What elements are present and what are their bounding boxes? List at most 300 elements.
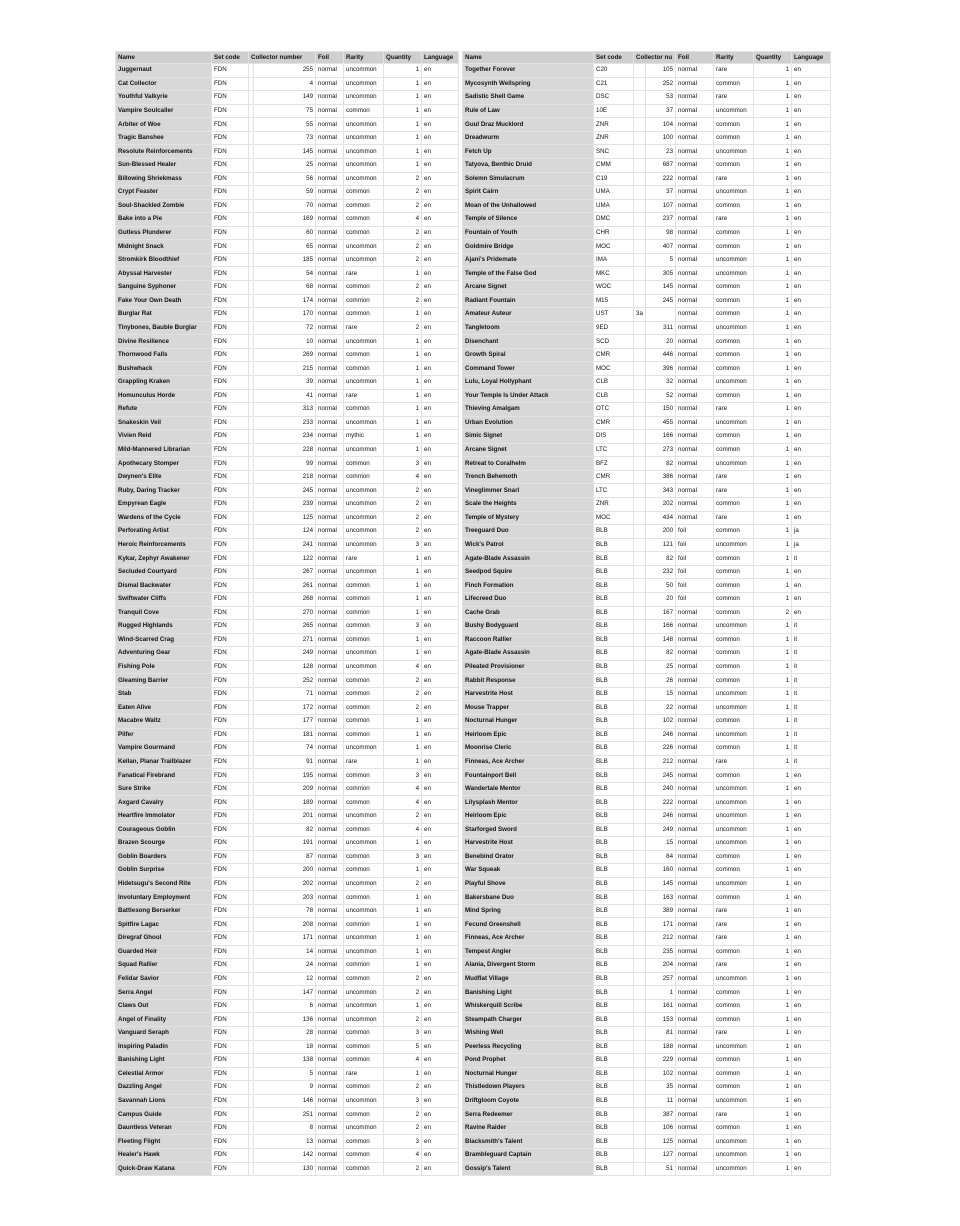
card-name-cell[interactable]: Vampire Gourmand (116, 742, 212, 756)
collector-number-cell[interactable]: 200 (646, 525, 676, 539)
quantity-cell[interactable]: 1 (384, 403, 422, 417)
language-cell[interactable]: en (422, 1013, 459, 1027)
collector-suffix-cell[interactable] (634, 1067, 646, 1081)
language-cell[interactable]: en (792, 443, 831, 457)
language-cell[interactable]: en (792, 267, 831, 281)
set-code-cell[interactable]: WOC (594, 281, 634, 295)
quantity-cell[interactable]: 1 (754, 1081, 792, 1095)
language-cell[interactable]: it (792, 552, 831, 566)
quantity-cell[interactable]: 1 (384, 647, 422, 661)
quantity-cell[interactable]: 1 (384, 999, 422, 1013)
collector-suffix-cell[interactable] (634, 660, 646, 674)
rarity-cell[interactable]: common (344, 1162, 384, 1176)
language-cell[interactable]: en (422, 620, 459, 634)
quantity-cell[interactable]: 1 (384, 348, 422, 362)
rarity-cell[interactable]: common (714, 335, 754, 349)
foil-cell[interactable]: normal (676, 999, 714, 1013)
card-name-cell[interactable]: Vampire Soulcaller (116, 104, 212, 118)
rarity-cell[interactable]: uncommon (714, 186, 754, 200)
foil-cell[interactable]: foil (676, 579, 714, 593)
foil-cell[interactable]: normal (316, 877, 344, 891)
card-name-cell[interactable]: Healer's Hawk (116, 1149, 212, 1163)
set-code-cell[interactable]: FDN (212, 1108, 249, 1122)
foil-cell[interactable]: normal (676, 470, 714, 484)
foil-cell[interactable]: normal (676, 158, 714, 172)
card-name-cell[interactable]: Lifecreed Duo (463, 592, 594, 606)
foil-cell[interactable]: normal (676, 362, 714, 376)
language-cell[interactable]: en (422, 891, 459, 905)
set-code-cell[interactable]: FDN (212, 348, 249, 362)
quantity-cell[interactable]: 2 (384, 986, 422, 1000)
quantity-cell[interactable]: 1 (754, 565, 792, 579)
collector-number-cell[interactable]: 212 (646, 755, 676, 769)
card-name-cell[interactable]: Driftgloom Coyote (463, 1094, 594, 1108)
collector-number-cell[interactable]: 191 (254, 837, 316, 851)
foil-cell[interactable]: normal (316, 77, 344, 91)
set-code-cell[interactable]: FDN (212, 484, 249, 498)
collector-number-cell[interactable]: 311 (646, 321, 676, 335)
language-cell[interactable]: en (422, 1026, 459, 1040)
language-cell[interactable]: en (422, 1054, 459, 1068)
rarity-cell[interactable]: common (714, 348, 754, 362)
collector-suffix-cell[interactable] (634, 742, 646, 756)
language-cell[interactable]: en (792, 294, 831, 308)
language-cell[interactable]: en (422, 375, 459, 389)
collector-number-cell[interactable]: 455 (646, 416, 676, 430)
language-cell[interactable]: en (792, 511, 831, 525)
rarity-cell[interactable]: rare (714, 484, 754, 498)
rarity-cell[interactable]: uncommon (344, 565, 384, 579)
foil-cell[interactable]: normal (676, 959, 714, 973)
language-cell[interactable]: en (792, 308, 831, 322)
collector-number-cell[interactable]: 313 (254, 403, 316, 417)
foil-cell[interactable]: foil (676, 538, 714, 552)
foil-cell[interactable]: normal (676, 118, 714, 132)
foil-cell[interactable]: normal (676, 1135, 714, 1149)
card-name-cell[interactable]: Apothecary Stomper (116, 457, 212, 471)
quantity-cell[interactable]: 1 (754, 674, 792, 688)
set-code-cell[interactable]: FDN (212, 1013, 249, 1027)
card-name-cell[interactable]: Battlesong Berserker (116, 904, 212, 918)
rarity-cell[interactable]: common (714, 660, 754, 674)
col-header-name-2[interactable]: Name (463, 52, 594, 64)
foil-cell[interactable]: normal (676, 348, 714, 362)
card-name-cell[interactable]: Sure Strike (116, 782, 212, 796)
rarity-cell[interactable]: common (714, 118, 754, 132)
collector-number-cell[interactable]: 201 (254, 809, 316, 823)
rarity-cell[interactable]: common (344, 1149, 384, 1163)
language-cell[interactable]: en (422, 755, 459, 769)
collector-number-cell[interactable]: 172 (254, 701, 316, 715)
foil-cell[interactable]: normal (676, 796, 714, 810)
rarity-cell[interactable]: uncommon (344, 809, 384, 823)
foil-cell[interactable]: normal (316, 769, 344, 783)
set-code-cell[interactable]: FDN (212, 552, 249, 566)
language-cell[interactable]: en (422, 579, 459, 593)
rarity-cell[interactable]: common (714, 77, 754, 91)
rarity-cell[interactable]: rare (344, 1067, 384, 1081)
collector-number-cell[interactable]: 24 (254, 959, 316, 973)
set-code-cell[interactable]: FDN (212, 335, 249, 349)
card-name-cell[interactable]: Mouse Trapper (463, 701, 594, 715)
card-name-cell[interactable]: Lilysplash Mentor (463, 796, 594, 810)
rarity-cell[interactable]: uncommon (344, 877, 384, 891)
card-name-cell[interactable]: Rugged Highlands (116, 620, 212, 634)
card-name-cell[interactable]: Youthful Valkyrie (116, 91, 212, 105)
quantity-cell[interactable]: 1 (384, 443, 422, 457)
foil-cell[interactable]: normal (316, 538, 344, 552)
collector-number-cell[interactable]: 212 (646, 932, 676, 946)
foil-cell[interactable]: normal (316, 633, 344, 647)
language-cell[interactable]: en (422, 226, 459, 240)
foil-cell[interactable]: normal (316, 226, 344, 240)
card-name-cell[interactable]: Seedpod Squire (463, 565, 594, 579)
rarity-cell[interactable]: rare (344, 552, 384, 566)
collector-suffix-cell[interactable] (634, 457, 646, 471)
foil-cell[interactable]: normal (316, 809, 344, 823)
set-code-cell[interactable]: CHR (594, 226, 634, 240)
language-cell[interactable]: en (422, 932, 459, 946)
card-name-cell[interactable]: War Squeak (463, 864, 594, 878)
collector-number-cell[interactable]: 267 (254, 565, 316, 579)
rarity-cell[interactable]: rare (714, 904, 754, 918)
quantity-cell[interactable]: 1 (384, 715, 422, 729)
collector-number-cell[interactable]: 161 (646, 999, 676, 1013)
card-name-cell[interactable]: Gleaming Barrier (116, 674, 212, 688)
collector-suffix-cell[interactable] (634, 1135, 646, 1149)
quantity-cell[interactable]: 2 (754, 606, 792, 620)
card-name-cell[interactable]: Bushwhack (116, 362, 212, 376)
quantity-cell[interactable]: 1 (754, 484, 792, 498)
collector-number-cell[interactable]: 121 (646, 538, 676, 552)
language-cell[interactable]: en (792, 1067, 831, 1081)
card-name-cell[interactable]: Harvestrite Host (463, 687, 594, 701)
language-cell[interactable]: en (792, 1026, 831, 1040)
foil-cell[interactable]: normal (676, 389, 714, 403)
collector-suffix-cell[interactable] (634, 918, 646, 932)
collector-number-cell[interactable]: 387 (646, 1108, 676, 1122)
rarity-cell[interactable]: uncommon (344, 240, 384, 254)
language-cell[interactable]: en (422, 904, 459, 918)
foil-cell[interactable]: normal (676, 945, 714, 959)
rarity-cell[interactable]: uncommon (714, 375, 754, 389)
quantity-cell[interactable]: 1 (384, 362, 422, 376)
card-name-cell[interactable]: Axgard Cavalry (116, 796, 212, 810)
foil-cell[interactable]: normal (316, 131, 344, 145)
foil-cell[interactable]: foil (676, 565, 714, 579)
rarity-cell[interactable]: common (344, 972, 384, 986)
language-cell[interactable]: en (422, 1108, 459, 1122)
collector-suffix-cell[interactable] (634, 1108, 646, 1122)
set-code-cell[interactable]: FDN (212, 416, 249, 430)
quantity-cell[interactable]: 1 (384, 416, 422, 430)
collector-suffix-cell[interactable] (634, 267, 646, 281)
quantity-cell[interactable]: 1 (754, 579, 792, 593)
collector-number-cell[interactable]: 222 (646, 172, 676, 186)
foil-cell[interactable]: normal (316, 375, 344, 389)
set-code-cell[interactable]: BLB (594, 877, 634, 891)
language-cell[interactable]: en (422, 1121, 459, 1135)
quantity-cell[interactable]: 2 (384, 172, 422, 186)
language-cell[interactable]: en (422, 1040, 459, 1054)
collector-number-cell[interactable]: 125 (646, 1135, 676, 1149)
card-name-cell[interactable]: Stab (116, 687, 212, 701)
rarity-cell[interactable]: common (344, 104, 384, 118)
collector-number-cell[interactable]: 251 (254, 1108, 316, 1122)
language-cell[interactable]: en (792, 972, 831, 986)
card-name-cell[interactable]: Disenchant (463, 335, 594, 349)
set-code-cell[interactable]: BLB (594, 552, 634, 566)
set-code-cell[interactable]: FDN (212, 809, 249, 823)
rarity-cell[interactable]: common (344, 308, 384, 322)
card-name-cell[interactable]: Quick-Draw Katana (116, 1162, 212, 1176)
foil-cell[interactable]: normal (676, 864, 714, 878)
collector-number-cell[interactable]: 153 (646, 1013, 676, 1027)
quantity-cell[interactable]: 3 (384, 1026, 422, 1040)
rarity-cell[interactable]: common (344, 348, 384, 362)
language-cell[interactable]: en (422, 877, 459, 891)
quantity-cell[interactable]: 1 (384, 64, 422, 78)
collector-suffix-cell[interactable] (634, 972, 646, 986)
set-code-cell[interactable]: FDN (212, 606, 249, 620)
language-cell[interactable]: en (792, 850, 831, 864)
rarity-cell[interactable]: rare (714, 918, 754, 932)
foil-cell[interactable]: normal (316, 145, 344, 159)
foil-cell[interactable]: normal (676, 728, 714, 742)
col-header-collector-number[interactable]: Collector number (249, 52, 316, 64)
foil-cell[interactable]: normal (316, 592, 344, 606)
collector-suffix-cell[interactable] (634, 186, 646, 200)
language-cell[interactable]: it (792, 674, 831, 688)
quantity-cell[interactable]: 2 (384, 1013, 422, 1027)
set-code-cell[interactable]: BLB (594, 525, 634, 539)
foil-cell[interactable]: normal (316, 606, 344, 620)
language-cell[interactable]: it (792, 687, 831, 701)
set-code-cell[interactable]: C20 (594, 64, 634, 78)
quantity-cell[interactable]: 1 (384, 308, 422, 322)
quantity-cell[interactable]: 1 (754, 172, 792, 186)
set-code-cell[interactable]: ZNR (594, 118, 634, 132)
quantity-cell[interactable]: 2 (384, 321, 422, 335)
card-name-cell[interactable]: Urban Evolution (463, 416, 594, 430)
language-cell[interactable]: ja (792, 525, 831, 539)
collector-suffix-cell[interactable] (634, 1013, 646, 1027)
collector-suffix-cell[interactable] (634, 525, 646, 539)
language-cell[interactable]: en (422, 918, 459, 932)
quantity-cell[interactable]: 2 (384, 1162, 422, 1176)
quantity-cell[interactable]: 1 (754, 1108, 792, 1122)
set-code-cell[interactable]: BLB (594, 742, 634, 756)
foil-cell[interactable]: normal (676, 1081, 714, 1095)
card-name-cell[interactable]: Fountainport Bell (463, 769, 594, 783)
foil-cell[interactable]: normal (316, 647, 344, 661)
collector-number-cell[interactable]: 273 (646, 443, 676, 457)
quantity-cell[interactable]: 4 (384, 782, 422, 796)
set-code-cell[interactable]: BLB (594, 715, 634, 729)
collector-number-cell[interactable]: 60 (254, 226, 316, 240)
language-cell[interactable]: en (792, 877, 831, 891)
card-name-cell[interactable]: Cache Grab (463, 606, 594, 620)
card-name-cell[interactable]: Wind-Scarred Crag (116, 633, 212, 647)
foil-cell[interactable]: normal (316, 1054, 344, 1068)
set-code-cell[interactable]: BLB (594, 1108, 634, 1122)
collector-number-cell[interactable]: 246 (646, 728, 676, 742)
language-cell[interactable]: en (422, 592, 459, 606)
set-code-cell[interactable]: FDN (212, 389, 249, 403)
set-code-cell[interactable]: FDN (212, 1149, 249, 1163)
collector-number-cell[interactable]: 138 (254, 1054, 316, 1068)
collector-suffix-cell[interactable] (634, 1040, 646, 1054)
foil-cell[interactable]: normal (316, 796, 344, 810)
language-cell[interactable]: en (422, 403, 459, 417)
set-code-cell[interactable]: DSC (594, 91, 634, 105)
collector-suffix-cell[interactable] (634, 91, 646, 105)
quantity-cell[interactable]: 1 (754, 1135, 792, 1149)
quantity-cell[interactable]: 1 (754, 552, 792, 566)
quantity-cell[interactable]: 2 (384, 674, 422, 688)
card-name-cell[interactable]: Radiant Fountain (463, 294, 594, 308)
set-code-cell[interactable]: LTC (594, 443, 634, 457)
set-code-cell[interactable]: FDN (212, 321, 249, 335)
foil-cell[interactable]: normal (316, 918, 344, 932)
foil-cell[interactable]: normal (676, 1040, 714, 1054)
collector-number-cell[interactable]: 148 (646, 633, 676, 647)
collector-number-cell[interactable]: 149 (254, 91, 316, 105)
quantity-cell[interactable]: 1 (754, 701, 792, 715)
quantity-cell[interactable]: 1 (384, 104, 422, 118)
foil-cell[interactable]: normal (316, 1135, 344, 1149)
set-code-cell[interactable]: BLB (594, 728, 634, 742)
collector-suffix-cell[interactable] (634, 565, 646, 579)
collector-number-cell[interactable]: 28 (254, 1026, 316, 1040)
quantity-cell[interactable]: 1 (754, 1121, 792, 1135)
quantity-cell[interactable]: 1 (754, 1162, 792, 1176)
collector-number-cell[interactable]: 160 (646, 864, 676, 878)
card-name-cell[interactable]: Lulu, Loyal Hollyphant (463, 375, 594, 389)
card-name-cell[interactable]: Sun-Blessed Healer (116, 158, 212, 172)
rarity-cell[interactable]: uncommon (714, 1162, 754, 1176)
card-name-cell[interactable]: Scale the Heights (463, 498, 594, 512)
card-name-cell[interactable]: Amateur Auteur (463, 308, 594, 322)
foil-cell[interactable]: normal (316, 1013, 344, 1027)
collector-suffix-cell[interactable] (634, 891, 646, 905)
foil-cell[interactable]: normal (316, 945, 344, 959)
set-code-cell[interactable]: SCD (594, 335, 634, 349)
rarity-cell[interactable]: uncommon (344, 837, 384, 851)
set-code-cell[interactable]: BLB (594, 701, 634, 715)
card-name-cell[interactable]: Grappling Kraken (116, 375, 212, 389)
collector-number-cell[interactable]: 6 (254, 999, 316, 1013)
set-code-cell[interactable]: FDN (212, 172, 249, 186)
language-cell[interactable]: en (792, 782, 831, 796)
language-cell[interactable]: en (422, 959, 459, 973)
foil-cell[interactable]: normal (316, 158, 344, 172)
foil-cell[interactable]: normal (676, 430, 714, 444)
card-name-cell[interactable]: Thornwood Falls (116, 348, 212, 362)
rarity-cell[interactable]: uncommon (344, 525, 384, 539)
foil-cell[interactable]: normal (316, 348, 344, 362)
collector-suffix-cell[interactable] (634, 1094, 646, 1108)
language-cell[interactable]: en (792, 1162, 831, 1176)
collector-number-cell[interactable]: 127 (646, 1149, 676, 1163)
collector-number-cell[interactable]: 166 (646, 430, 676, 444)
foil-cell[interactable]: normal (316, 1149, 344, 1163)
language-cell[interactable]: en (792, 131, 831, 145)
language-cell[interactable]: en (792, 484, 831, 498)
collector-suffix-cell[interactable] (634, 416, 646, 430)
collector-number-cell[interactable]: 167 (646, 606, 676, 620)
card-name-cell[interactable]: Heartfire Immolator (116, 809, 212, 823)
set-code-cell[interactable]: BLB (594, 1040, 634, 1054)
quantity-cell[interactable]: 1 (754, 660, 792, 674)
card-name-cell[interactable]: Billowing Shriekmass (116, 172, 212, 186)
card-name-cell[interactable]: Hidetsugu's Second Rite (116, 877, 212, 891)
foil-cell[interactable]: normal (316, 972, 344, 986)
rarity-cell[interactable]: uncommon (344, 91, 384, 105)
language-cell[interactable]: en (792, 348, 831, 362)
rarity-cell[interactable]: common (714, 308, 754, 322)
collector-number-cell[interactable]: 50 (646, 579, 676, 593)
col-header-rarity-2[interactable]: Rarity (714, 52, 754, 64)
rarity-cell[interactable]: uncommon (714, 1149, 754, 1163)
set-code-cell[interactable]: FDN (212, 999, 249, 1013)
foil-cell[interactable]: normal (316, 986, 344, 1000)
collector-suffix-cell[interactable] (634, 226, 646, 240)
foil-cell[interactable]: normal (316, 999, 344, 1013)
card-name-cell[interactable]: Tinybones, Bauble Burglar (116, 321, 212, 335)
quantity-cell[interactable]: 1 (754, 158, 792, 172)
quantity-cell[interactable]: 1 (384, 1067, 422, 1081)
quantity-cell[interactable]: 1 (754, 932, 792, 946)
language-cell[interactable]: en (792, 999, 831, 1013)
foil-cell[interactable]: normal (316, 1094, 344, 1108)
collector-suffix-cell[interactable] (634, 877, 646, 891)
collector-number-cell[interactable]: 56 (254, 172, 316, 186)
collector-number-cell[interactable]: 240 (646, 782, 676, 796)
collector-suffix-cell[interactable] (634, 986, 646, 1000)
language-cell[interactable]: en (422, 91, 459, 105)
rarity-cell[interactable]: uncommon (344, 77, 384, 91)
card-name-cell[interactable]: Snakeskin Veil (116, 416, 212, 430)
collector-number-cell[interactable]: 177 (254, 715, 316, 729)
set-code-cell[interactable]: SNC (594, 145, 634, 159)
set-code-cell[interactable]: BLB (594, 986, 634, 1000)
collector-number-cell[interactable]: 239 (254, 498, 316, 512)
collector-suffix-cell[interactable] (634, 592, 646, 606)
quantity-cell[interactable]: 1 (754, 1149, 792, 1163)
rarity-cell[interactable]: rare (714, 511, 754, 525)
rarity-cell[interactable]: common (344, 823, 384, 837)
quantity-cell[interactable]: 1 (754, 335, 792, 349)
rarity-cell[interactable]: rare (714, 403, 754, 417)
language-cell[interactable]: en (422, 240, 459, 254)
quantity-cell[interactable]: 1 (754, 755, 792, 769)
card-name-cell[interactable]: Inspiring Paladin (116, 1040, 212, 1054)
card-name-cell[interactable]: Dauntless Veteran (116, 1121, 212, 1135)
foil-cell[interactable]: foil (676, 552, 714, 566)
collector-number-cell[interactable]: 20 (646, 335, 676, 349)
rarity-cell[interactable]: uncommon (344, 538, 384, 552)
quantity-cell[interactable]: 2 (384, 281, 422, 295)
card-name-cell[interactable]: Playful Shove (463, 877, 594, 891)
set-code-cell[interactable]: FDN (212, 77, 249, 91)
card-name-cell[interactable]: Arcane Signet (463, 443, 594, 457)
language-cell[interactable]: en (422, 321, 459, 335)
foil-cell[interactable]: normal (676, 511, 714, 525)
rarity-cell[interactable]: uncommon (344, 742, 384, 756)
rarity-cell[interactable]: common (714, 430, 754, 444)
rarity-cell[interactable]: common (714, 986, 754, 1000)
